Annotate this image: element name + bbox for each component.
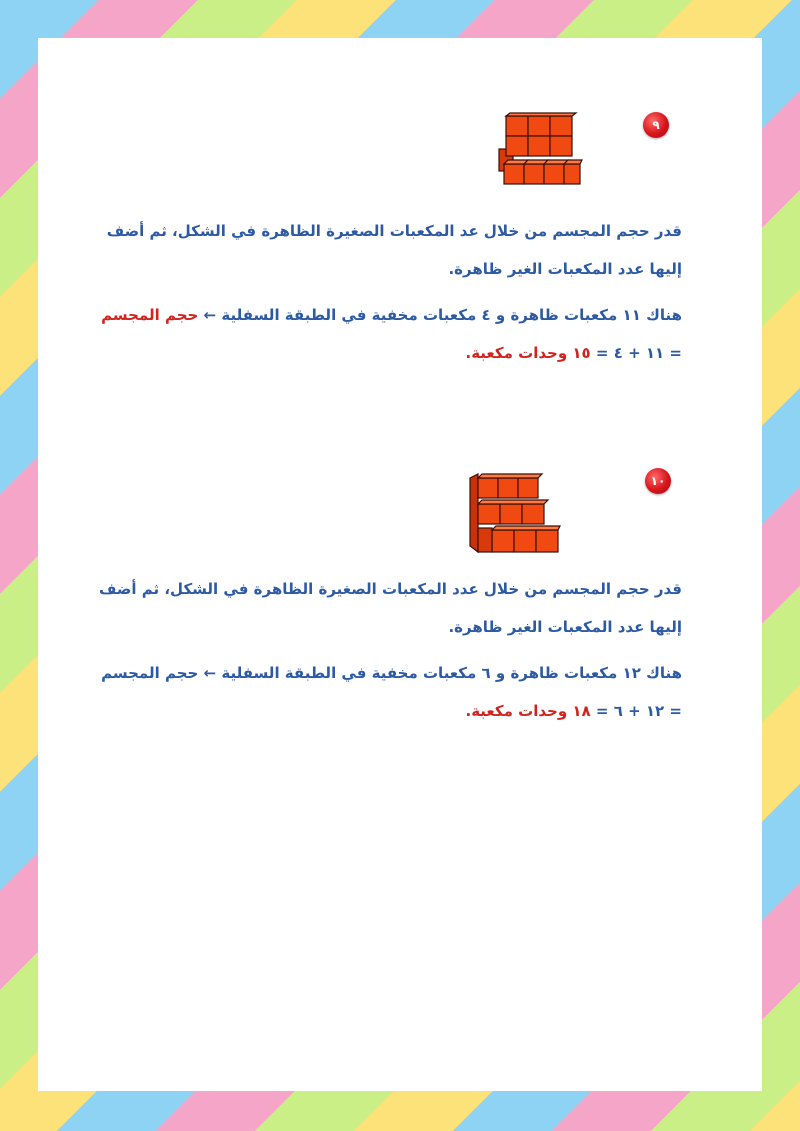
left-arrow-icon: ←	[203, 664, 217, 682]
problem-number-badge: ٩	[643, 112, 669, 138]
question-line: إليها عدد المكعبات الغير ظاهرة.	[448, 618, 682, 636]
answer-line	[90, 334, 682, 372]
question-text	[90, 212, 682, 288]
cube-figure-2	[466, 470, 562, 556]
answer-line	[90, 654, 682, 692]
problem-number-badge: ١٠	[645, 468, 671, 494]
answer-result: ١٨ وحدات مكعبة.	[465, 702, 591, 720]
answer-statement: هناك ١١ مكعبات ظاهرة و ٤ مكعبات مخفية في الطبقة السفلية	[221, 306, 682, 324]
worksheet-page	[38, 38, 762, 1091]
answer-equation: = ١٢ + ٦ =	[595, 702, 682, 720]
answer-line	[90, 692, 682, 730]
answer-text	[90, 296, 682, 372]
volume-label: حجم المجسم	[101, 306, 199, 324]
answer-text	[90, 654, 682, 730]
answer-statement: هناك ١٢ مكعبات ظاهرة و ٦ مكعبات مخفية في الطبقة السفلية	[221, 664, 682, 682]
question-text	[90, 570, 682, 646]
question-line: إليها عدد المكعبات الغير ظاهرة.	[448, 260, 682, 278]
question-line: قدر حجم المجسم من خلال عدد المكعبات الصغيرة الظاهرة في الشكل، ثم أضف	[99, 580, 682, 598]
volume-label: حجم المجسم	[101, 664, 199, 682]
answer-result: ١٥ وحدات مكعبة.	[465, 344, 591, 362]
question-line: قدر حجم المجسم من خلال عد المكعبات الصغيرة الظاهرة في الشكل، ثم أضف	[106, 222, 682, 240]
answer-line	[90, 296, 682, 334]
answer-equation: = ١١ + ٤ =	[595, 344, 682, 362]
cube-figure-1	[496, 112, 584, 188]
left-arrow-icon: ←	[203, 306, 217, 324]
